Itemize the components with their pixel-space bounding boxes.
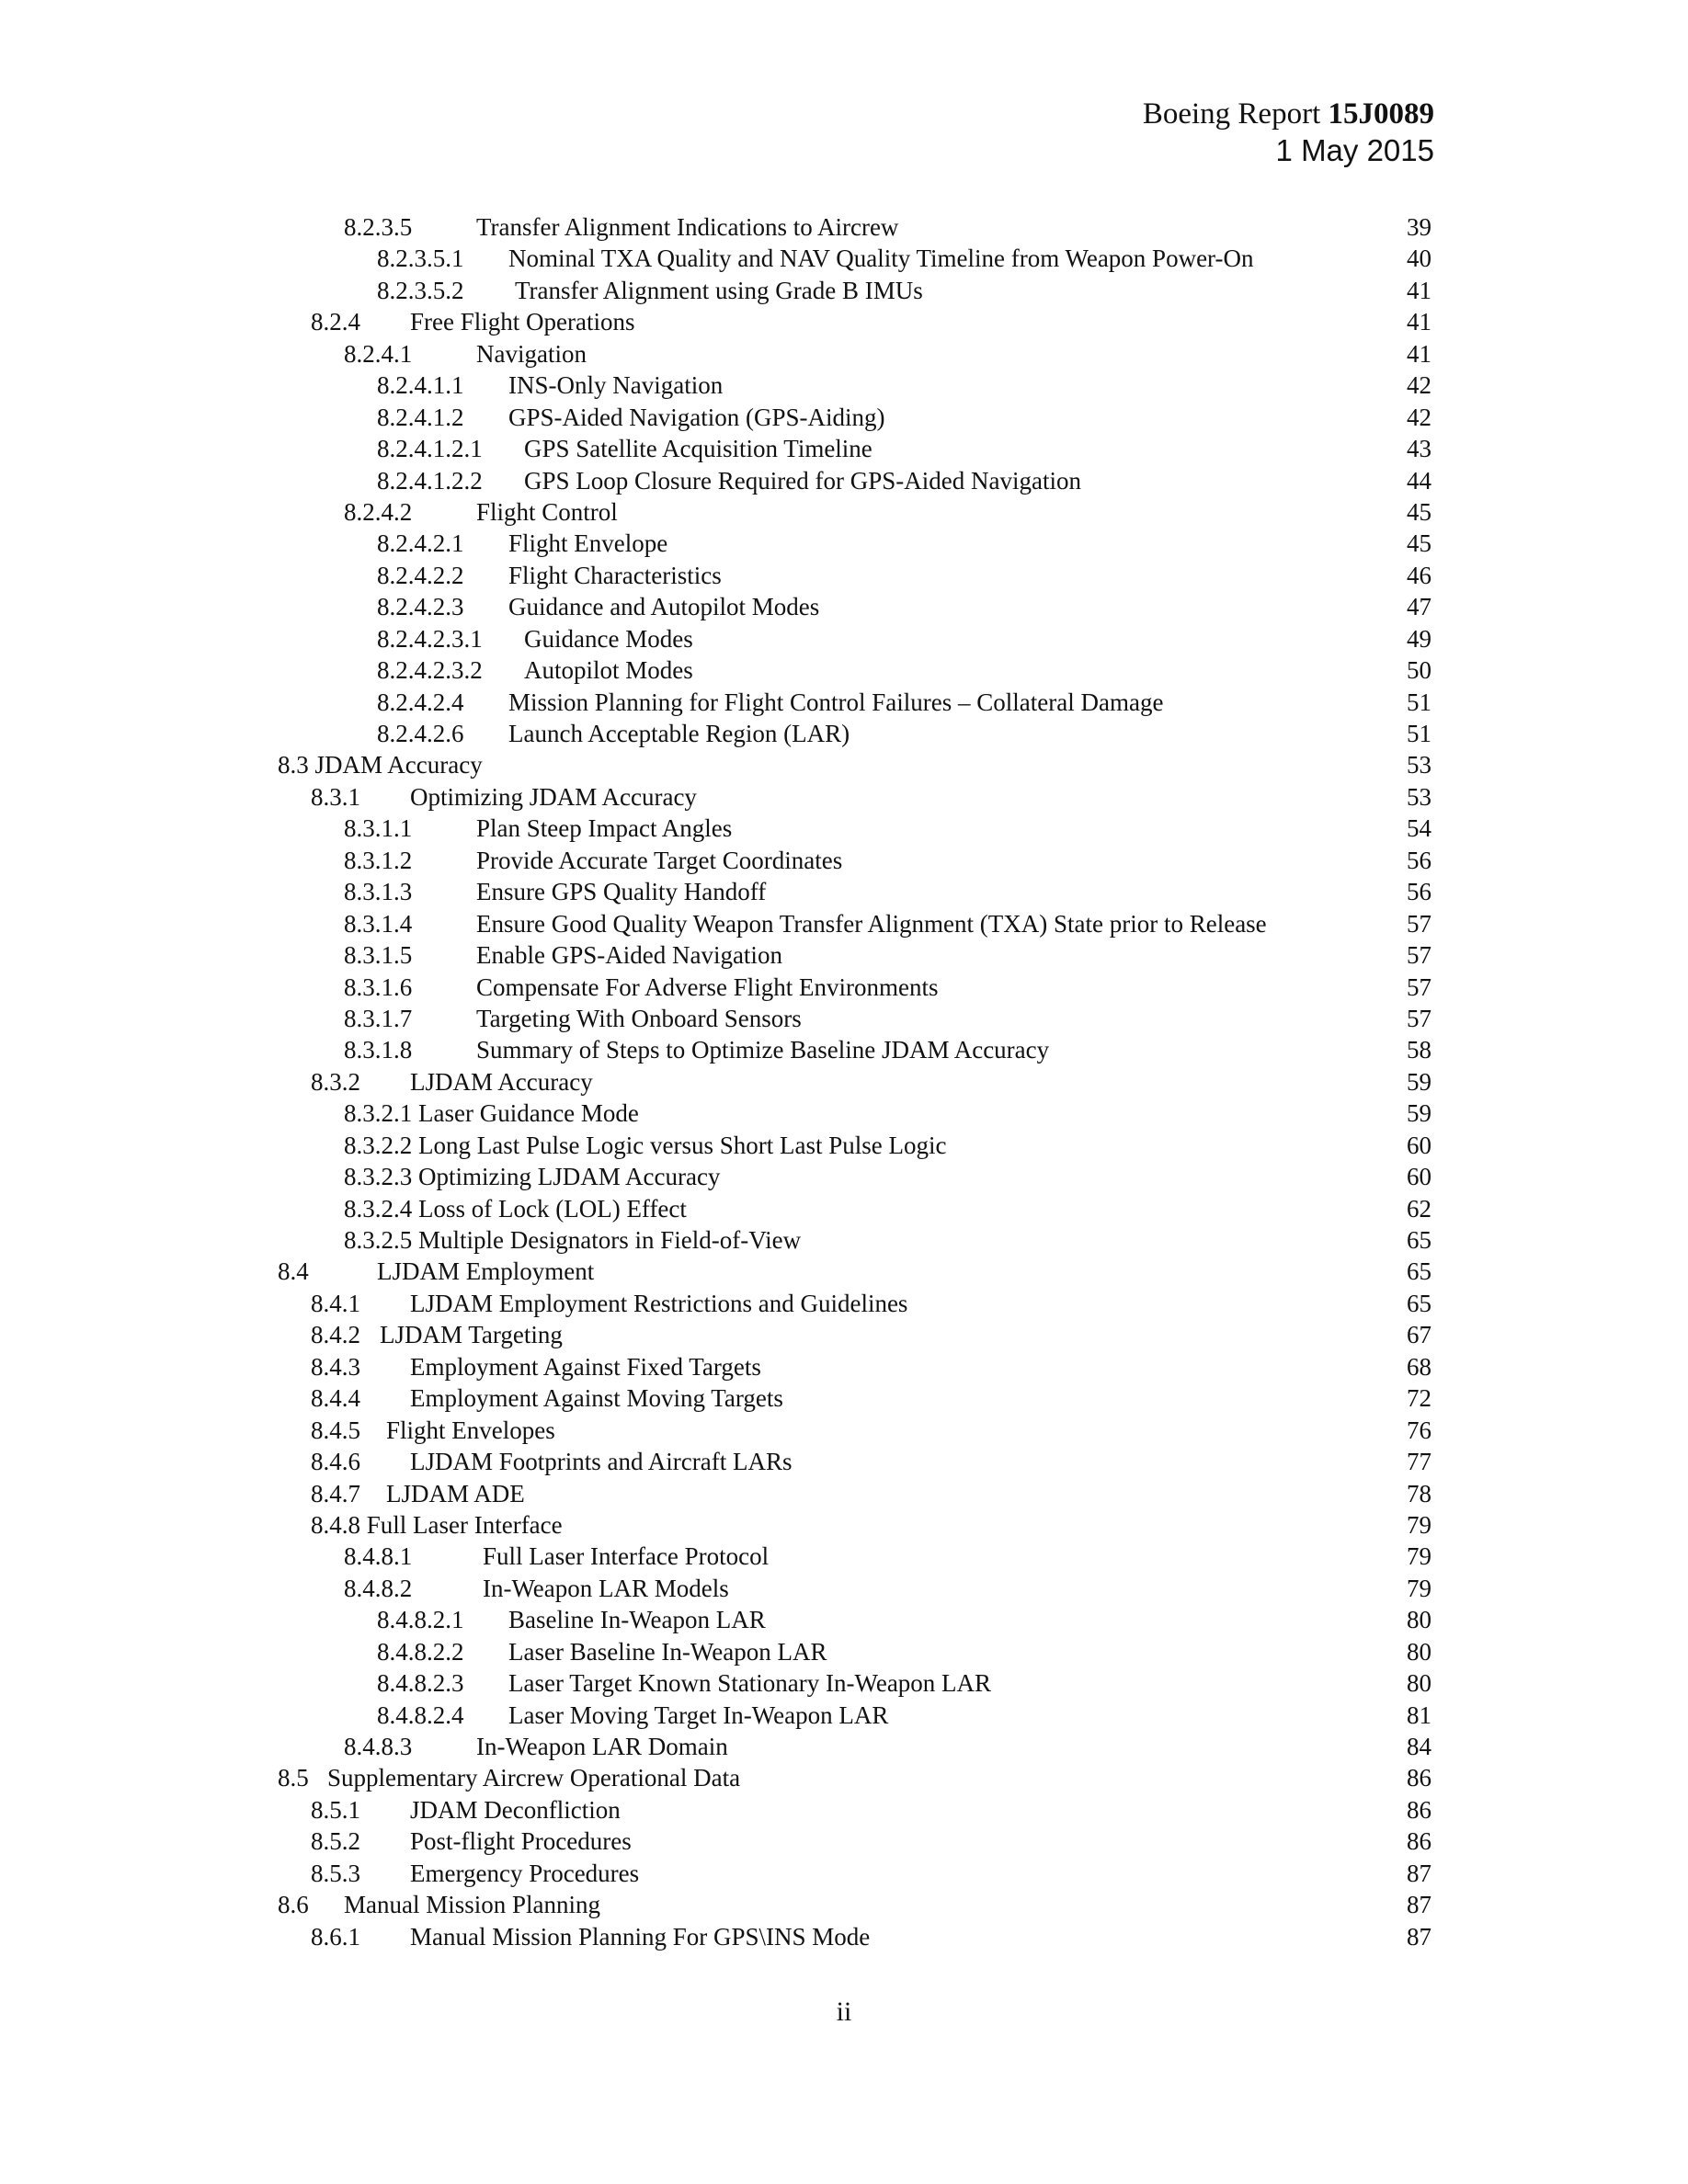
report-identifier [1143, 96, 1434, 132]
toc-entry[interactable] [0, 939, 1688, 971]
toc-entry[interactable] [0, 1636, 1688, 1667]
toc-entry[interactable] [0, 1826, 1688, 1857]
toc-entry[interactable] [0, 433, 1688, 464]
toc-section-title: Flight Envelopes [386, 1416, 555, 1444]
report-prefix: Boeing Report [1142, 97, 1329, 131]
toc-entry[interactable] [0, 623, 1688, 654]
toc-section-title: INS-Only Navigation [508, 371, 724, 400]
toc-section-number: 8.2.4.2.3.1 [377, 624, 483, 653]
toc-section-title: GPS-Aided Navigation (GPS-Aiding) [508, 403, 885, 431]
toc-entry[interactable] [0, 1478, 1688, 1509]
toc-page-number: 39 [1407, 213, 1431, 241]
toc-entry[interactable] [0, 1193, 1688, 1224]
toc-section-number: 8.4.1 [311, 1289, 360, 1317]
toc-section-title: Post-flight Procedures [410, 1827, 632, 1856]
toc-section-title: LJDAM Employment [377, 1257, 595, 1286]
toc-section-number: 8.2.4.2.6 [377, 720, 464, 747]
toc-entry[interactable] [0, 1921, 1688, 1952]
toc-entry[interactable] [0, 1098, 1688, 1129]
toc-page-number: 57 [1407, 1004, 1431, 1032]
toc-entry[interactable] [0, 1509, 1688, 1541]
toc-page-number: 65 [1407, 1257, 1431, 1286]
toc-entry[interactable] [0, 749, 1688, 780]
toc-page-number: 40 [1407, 245, 1431, 273]
toc-section-number: 8.4.5 [311, 1416, 360, 1444]
toc-section-number: 8.4.8.1 [344, 1542, 413, 1571]
toc-section-number: 8.2.4.2.4 [377, 688, 464, 716]
toc-page-number: 51 [1407, 720, 1431, 747]
toc-section-number: 8.4.7 [311, 1479, 360, 1507]
toc-section-title: 8.3.2.5 Multiple Designators in Field-of-View [344, 1226, 802, 1254]
toc-section-title: Targeting With Onboard Sensors [476, 1004, 802, 1032]
toc-page-number: 44 [1407, 466, 1431, 495]
toc-page-number: 57 [1407, 973, 1431, 1001]
toc-entry[interactable] [0, 1256, 1688, 1287]
toc-entry[interactable] [0, 1667, 1688, 1699]
toc-page-number: 47 [1407, 593, 1431, 621]
toc-section-title: GPS Loop Closure Required for GPS-Aided Navigation [524, 466, 1081, 495]
toc-entry[interactable] [0, 1541, 1688, 1572]
toc-page-number: 86 [1407, 1795, 1431, 1824]
toc-entry[interactable] [0, 1034, 1688, 1065]
toc-section-number: 8.3.1 [311, 782, 360, 811]
toc-section-title: Flight Characteristics [508, 561, 722, 589]
toc-entry[interactable] [0, 1351, 1688, 1382]
toc-section-title: Enable GPS-Aided Navigation [476, 941, 782, 970]
toc-section-title: LJDAM Accuracy [410, 1067, 593, 1096]
toc-section-title: 8.3.2.3 Optimizing LJDAM Accuracy [344, 1163, 721, 1191]
toc-section-number: 8.2.3.5.1 [377, 245, 464, 273]
toc-section-number: 8.2.4.1.2 [377, 403, 464, 431]
toc-entry[interactable] [0, 845, 1688, 876]
toc-page-number: 53 [1407, 782, 1431, 811]
toc-entry[interactable] [0, 370, 1688, 401]
toc-section-number: 8.2.4.1.2.1 [377, 435, 483, 463]
toc-section-number: 8.3.1.7 [344, 1004, 413, 1032]
toc-entry[interactable] [0, 718, 1688, 749]
toc-section-number: 8.2.3.5.2 [377, 276, 464, 304]
toc-entry[interactable] [0, 211, 1688, 243]
toc-entry[interactable] [0, 1446, 1688, 1477]
report-date: 1 May 2015 [1275, 133, 1434, 167]
toc-page-number: 41 [1407, 308, 1431, 336]
toc-page-number: 59 [1407, 1099, 1431, 1128]
toc-section-number: 8.5.3 [311, 1859, 360, 1887]
toc-section-title: Compensate For Adverse Flight Environments [476, 973, 939, 1001]
toc-entry[interactable] [0, 972, 1688, 1003]
table-of-contents [0, 211, 1688, 1952]
report-number: 15J0089 [1328, 97, 1434, 131]
toc-page-number: 50 [1407, 656, 1431, 685]
toc-section-title: Launch Acceptable Region (LAR) [508, 720, 850, 747]
toc-section-title: Optimizing JDAM Accuracy [410, 782, 697, 811]
toc-entry[interactable] [0, 876, 1688, 907]
toc-section-title: LJDAM Footprints and Aircraft LARs [410, 1448, 793, 1476]
toc-entry[interactable] [0, 781, 1688, 813]
toc-section-title: JDAM Deconfliction [410, 1795, 621, 1824]
toc-entry[interactable] [0, 1731, 1688, 1762]
toc-section-title: Baseline In-Weapon LAR [508, 1606, 766, 1634]
toc-section-number: 8.3.2 [311, 1067, 360, 1096]
toc-page-number: 86 [1407, 1827, 1431, 1856]
toc-section-number: 8.4.8.2.3 [377, 1669, 464, 1698]
toc-section-number: 8.2.4.2.1 [377, 529, 464, 558]
toc-section-title: Laser Target Known Stationary In-Weapon LAR [508, 1669, 992, 1698]
toc-section-title: In-Weapon LAR Models [483, 1574, 729, 1602]
toc-section-title: Manual Mission Planning For GPS\INS Mode [410, 1922, 871, 1951]
toc-entry[interactable] [0, 306, 1688, 337]
toc-section-number: 8.2.4.1.1 [377, 371, 464, 400]
toc-page-number: 53 [1407, 751, 1431, 779]
toc-entry[interactable] [0, 654, 1688, 686]
toc-section-number: 8.6 [278, 1891, 309, 1919]
toc-section-title: Employment Against Moving Targets [410, 1384, 783, 1413]
toc-section-title: Navigation [476, 339, 587, 368]
toc-entry[interactable] [0, 1762, 1688, 1793]
toc-section-number: 8.2.4.2 [344, 497, 413, 526]
toc-section-number: 8.3.1.5 [344, 941, 413, 970]
toc-section-title: Nominal TXA Quality and NAV Quality Timeline from Weapon Power-On [508, 245, 1254, 273]
toc-page-number: 65 [1407, 1289, 1431, 1317]
toc-entry[interactable] [0, 1319, 1688, 1350]
toc-page-number: 77 [1407, 1448, 1431, 1476]
toc-section-number: 8.4.2 [311, 1321, 360, 1349]
toc-entry[interactable] [0, 1889, 1688, 1920]
report-header [1143, 96, 1434, 169]
toc-entry[interactable] [0, 1700, 1688, 1731]
toc-page-number: 45 [1407, 529, 1431, 558]
toc-page-number: 65 [1407, 1226, 1431, 1254]
toc-section-title: Flight Control [476, 497, 618, 526]
toc-section-title: Plan Steep Impact Angles [476, 814, 733, 843]
toc-entry[interactable] [0, 1382, 1688, 1414]
toc-section-number: 8.4.3 [311, 1352, 360, 1381]
toc-entry[interactable] [0, 687, 1688, 718]
toc-page-number: 60 [1407, 1131, 1431, 1159]
toc-page-number: 72 [1407, 1384, 1431, 1413]
toc-section-number: 8.6.1 [311, 1922, 360, 1951]
toc-entry[interactable] [0, 591, 1688, 622]
toc-section-title: In-Weapon LAR Domain [476, 1733, 728, 1760]
toc-page-number: 76 [1407, 1416, 1431, 1444]
toc-section-title: LJDAM ADE [386, 1479, 525, 1507]
toc-page-number: 41 [1407, 276, 1431, 304]
toc-entry[interactable] [0, 1130, 1688, 1161]
toc-section-title: 8.3.2.4 Loss of Lock (LOL) Effect [344, 1194, 687, 1223]
toc-section-number: 8.2.4.2.2 [377, 561, 464, 589]
toc-entry[interactable] [0, 1573, 1688, 1604]
toc-page-number: 80 [1407, 1637, 1431, 1666]
toc-page-number: 45 [1407, 497, 1431, 526]
toc-section-number: 8.5 [278, 1764, 309, 1792]
toc-section-title: Guidance Modes [524, 624, 693, 653]
toc-entry[interactable] [0, 1224, 1688, 1256]
toc-page-number: 78 [1407, 1479, 1431, 1507]
toc-section-title: LJDAM Employment Restrictions and Guidelines [410, 1289, 908, 1317]
toc-section-number: 8.4 [278, 1257, 309, 1286]
page-number: ii [836, 1996, 852, 2027]
toc-page-number: 46 [1407, 561, 1431, 589]
toc-section-number: 8.2.4.2.3.2 [377, 656, 483, 685]
toc-section-title: Autopilot Modes [524, 656, 693, 685]
toc-section-number: 8.4.8.2.2 [377, 1637, 464, 1666]
toc-section-title: Summary of Steps to Optimize Baseline JDAM Accuracy [476, 1036, 1050, 1064]
toc-page-number: 79 [1407, 1542, 1431, 1571]
toc-entry[interactable] [0, 528, 1688, 559]
toc-section-title: Flight Envelope [508, 529, 668, 558]
toc-section-title: 8.3.2.2 Long Last Pulse Logic versus Short Last Pulse Logic [344, 1131, 947, 1159]
toc-section-title: Full Laser Interface Protocol [483, 1542, 770, 1571]
toc-section-title: Employment Against Fixed Targets [410, 1352, 761, 1381]
toc-page-number: 42 [1407, 403, 1431, 431]
toc-entry[interactable] [0, 1858, 1688, 1889]
toc-section-number: 8.3.1.6 [344, 973, 413, 1001]
toc-section-number: 8.4.8.3 [344, 1733, 413, 1760]
toc-section-title: Ensure GPS Quality Handoff [476, 878, 767, 906]
toc-section-number: 8.2.3.5 [344, 213, 413, 241]
toc-page-number: 49 [1407, 624, 1431, 653]
toc-section-title: Laser Moving Target In-Weapon LAR [508, 1701, 889, 1729]
toc-page-number: 68 [1407, 1352, 1431, 1381]
toc-section-title: 8.3.2.1 Laser Guidance Mode [344, 1099, 639, 1128]
toc-page-number: 87 [1407, 1859, 1431, 1887]
toc-page-number: 79 [1407, 1574, 1431, 1602]
toc-entry[interactable] [0, 1604, 1688, 1635]
toc-section-number: 8.3.1.8 [344, 1036, 413, 1064]
toc-entry[interactable] [0, 1066, 1688, 1098]
toc-page-number: 87 [1407, 1922, 1431, 1951]
toc-entry[interactable] [0, 1003, 1688, 1034]
toc-page-number: 57 [1407, 909, 1431, 938]
toc-page-number: 84 [1407, 1733, 1431, 1760]
toc-section-title: Emergency Procedures [410, 1859, 640, 1887]
toc-page-number: 80 [1407, 1606, 1431, 1634]
toc-section-number: 8.2.4.1 [344, 339, 413, 368]
toc-section-title: Transfer Alignment Indications to Aircrew [476, 213, 899, 241]
toc-entry[interactable] [0, 908, 1688, 939]
toc-entry[interactable] [0, 1415, 1688, 1446]
toc-section-number: 8.4.8.2.4 [377, 1701, 464, 1729]
toc-entry[interactable] [0, 1794, 1688, 1826]
toc-section-title: Mission Planning for Flight Control Failures – Collateral Damage [508, 688, 1164, 716]
toc-section-number: 8.3.1.2 [344, 846, 413, 874]
toc-section-number: 8.3.1.3 [344, 878, 413, 906]
toc-section-title: Provide Accurate Target Coordinates [476, 846, 843, 874]
toc-section-number: 8.4.8.2 [344, 1574, 413, 1602]
toc-entry[interactable] [0, 338, 1688, 370]
toc-section-number: 8.5.2 [311, 1827, 360, 1856]
toc-section-number: 8.4.8.2.1 [377, 1606, 464, 1634]
toc-entry[interactable] [0, 465, 1688, 496]
toc-section-title: Transfer Alignment using Grade B IMUs [515, 276, 923, 304]
toc-page-number: 42 [1407, 371, 1431, 400]
toc-entry[interactable] [0, 1161, 1688, 1192]
toc-section-title: Guidance and Autopilot Modes [508, 593, 820, 621]
toc-entry[interactable] [0, 275, 1688, 306]
toc-section-number: 8.2.4 [311, 308, 360, 336]
toc-section-title: Laser Baseline In-Weapon LAR [508, 1637, 827, 1666]
toc-section-title: 8.4.8 Full Laser Interface [311, 1510, 563, 1539]
toc-page-number: 41 [1407, 339, 1431, 368]
toc-section-title: GPS Satellite Acquisition Timeline [524, 435, 873, 463]
toc-entry[interactable] [0, 243, 1688, 274]
toc-page-number: 60 [1407, 1163, 1431, 1191]
toc-entry[interactable] [0, 496, 1688, 528]
toc-section-title: Free Flight Operations [410, 308, 635, 336]
toc-entry[interactable] [0, 560, 1688, 591]
toc-page-number: 54 [1407, 814, 1431, 843]
toc-page-number: 80 [1407, 1669, 1431, 1698]
toc-entry[interactable] [0, 402, 1688, 433]
toc-section-number: 8.3.1.4 [344, 909, 413, 938]
toc-entry[interactable] [0, 1288, 1688, 1319]
toc-page-number: 56 [1407, 846, 1431, 874]
toc-section-title: 8.3 JDAM Accuracy [278, 751, 483, 779]
toc-section-number: 8.3.1.1 [344, 814, 413, 843]
toc-page-number: 43 [1407, 435, 1431, 463]
toc-page-number: 62 [1407, 1194, 1431, 1223]
toc-section-title: Manual Mission Planning [344, 1891, 601, 1919]
toc-page-number: 58 [1407, 1036, 1431, 1064]
toc-page-number: 79 [1407, 1510, 1431, 1539]
toc-page-number: 86 [1407, 1764, 1431, 1792]
toc-section-number: 8.4.4 [311, 1384, 360, 1413]
toc-section-number: 8.2.4.2.3 [377, 593, 464, 621]
toc-page-number: 56 [1407, 878, 1431, 906]
toc-section-title: Ensure Good Quality Weapon Transfer Alignment (TXA) State prior to Release [476, 909, 1267, 938]
toc-entry[interactable] [0, 813, 1688, 844]
toc-page-number: 81 [1407, 1701, 1431, 1729]
toc-page-number: 57 [1407, 941, 1431, 970]
toc-section-title: LJDAM Targeting [380, 1321, 563, 1349]
toc-page-number: 59 [1407, 1067, 1431, 1096]
toc-section-number: 8.2.4.1.2.2 [377, 466, 483, 495]
toc-page-number: 87 [1407, 1891, 1431, 1919]
toc-section-number: 8.5.1 [311, 1795, 360, 1824]
toc-section-title: Supplementary Aircrew Operational Data [327, 1764, 741, 1792]
toc-section-number: 8.4.6 [311, 1448, 360, 1476]
toc-page-number: 67 [1407, 1321, 1431, 1349]
toc-page-number: 51 [1407, 688, 1431, 716]
